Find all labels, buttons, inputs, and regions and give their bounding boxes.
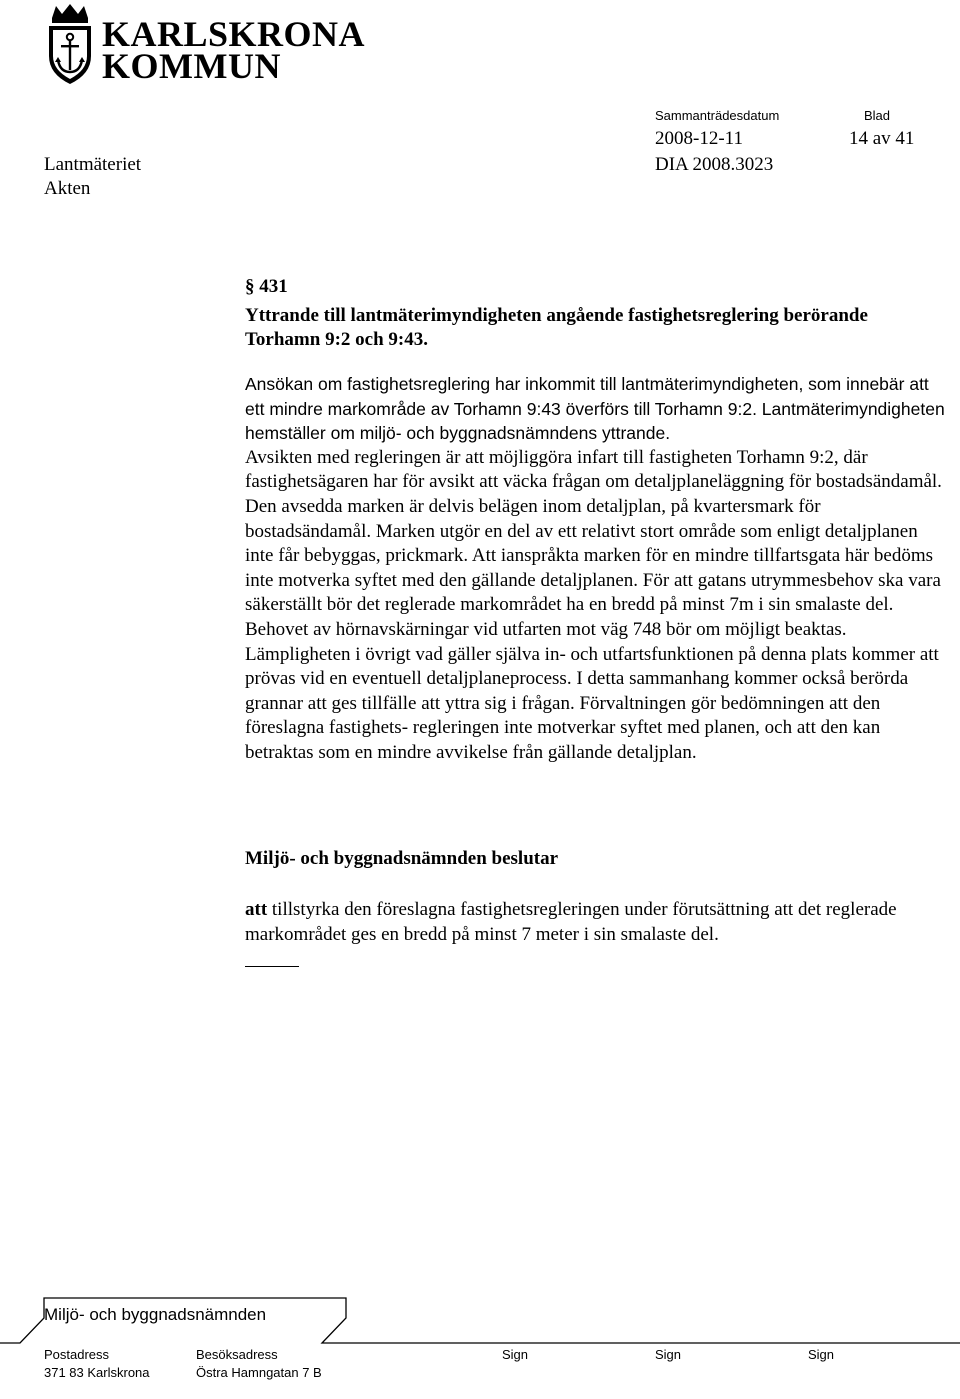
sign-label-2: Sign — [655, 1347, 682, 1362]
visit-address-value: Östra Hamngatan 7 B — [196, 1365, 322, 1380]
footer-unit-name: Miljö- och byggnadsnämnden — [44, 1305, 267, 1324]
decision-text — [245, 898, 945, 947]
sign-label-3: Sign — [808, 1347, 835, 1362]
section-number — [245, 276, 288, 298]
assessment-paragraph: Avsikten med regleringen är att möjliggöra infart till fastigheten Torhamn 9:2, där fastighetsägaren har för avsikt att väcka frågan om detaljplaneläggning för bostadsändamål. Den avsedda marken är delvis belägen inom detaljplan, på kvartersmark för bostadsändamål. Marken utgör en del av ett relativt stort område som enligt detaljplanen inte får bebyggas, prickmark. Att ianspråkta marken för en mindre tillfartsgata här bedöms inte motverka syftet med den gällande detaljplanen. För att gatans utrymmesbehov ska vara säkerställt bör det reglerade markområdet ha en bredd på minst 7m i sin smalaste del. Behovet av hörnavskärningar vid utfarten mot väg 748 bör om möjligt beaktas. Lämpligheten i övrigt vad gäller själva in- och utfartsfunktionen på denna plats kommer att prövas vid en eventuell detaljplaneprocess. I detta sammanhang kommer också berörda grannar att ges tillfälle att yttra sig i frågan. Förvaltningen gör bedömningen att den föreslagna fastighets- regleringen inte motverkar syftet med planen, och att den kan betraktas som en mindre avvikelse från gällande detaljplan. — [245, 446, 942, 763]
end-rule — [245, 966, 299, 967]
decision-heading: Miljö- och byggnadsnämnden beslutar — [245, 848, 559, 869]
att-word: att — [245, 899, 268, 920]
date-label: Sammanträdesdatum — [655, 108, 780, 123]
visit-address-label: Besöksadress — [196, 1347, 278, 1362]
paragraph-symbol: § — [245, 276, 255, 297]
copy-to: Akten — [44, 178, 91, 199]
postal-address-label: Postadress — [44, 1347, 110, 1362]
section-title: Yttrande till lantmäterimyndigheten angående fastighetsreglering berörande Torhamn 9:2 och 9:43. — [245, 305, 868, 350]
recipient: Lantmäteriet — [44, 154, 142, 175]
intro-paragraph: Ansökan om fastighetsreglering har inkommit till lantmäterimyndigheten, som innebär att ett mindre markområde av Torhamn 9:43 överförs till Torhamn 9:2. Lantmäterimyndigheten hemställer om miljö- och byggnadsnämndens yttrande. — [245, 374, 945, 444]
body-text — [245, 372, 945, 766]
case-number: DIA 2008.3023 — [655, 154, 774, 175]
page-number: 14 av 41 — [849, 128, 915, 149]
postal-address-value: 371 83 Karlskrona — [44, 1365, 150, 1380]
decision-body: tillstyrka den föreslagna fastighetsregleringen under förutsättning att det reglerade markområdet ges en bredd på minst 7 meter i sin smalaste del. — [245, 899, 897, 945]
logo-text-line2: KOMMUN — [102, 46, 281, 86]
section-number-value: 431 — [259, 276, 288, 297]
meeting-date: 2008-12-11 — [655, 128, 743, 149]
municipality-logo — [44, 2, 366, 86]
logo-text-line1: KARLSKRONA — [102, 14, 366, 54]
page-label: Blad — [864, 108, 891, 123]
sign-label-1: Sign — [502, 1347, 529, 1362]
crown-anchor-crest-icon — [44, 2, 96, 86]
